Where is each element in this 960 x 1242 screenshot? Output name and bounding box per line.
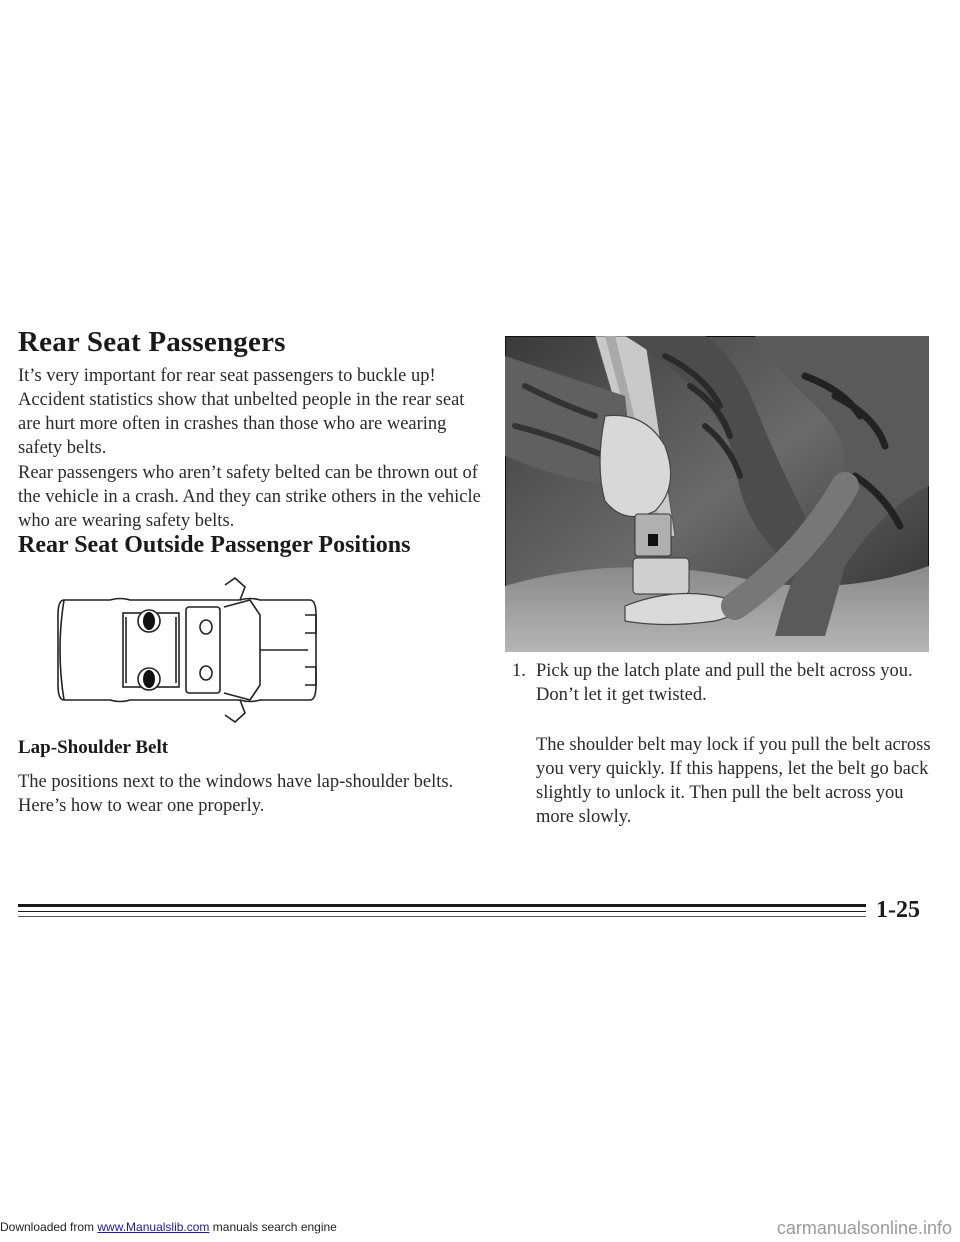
page-rule-thick xyxy=(18,904,866,907)
intro-paragraph: It’s very important for rear seat passengers to buckle up! Accident statistics show that unbelted people in the rear seat are hurt more often in crashes than those who are wearing safety belts. xyxy=(18,366,465,458)
page-number: 1-25 xyxy=(876,897,920,923)
download-footer xyxy=(0,1220,337,1234)
subsection-heading: Lap-Shoulder Belt xyxy=(18,737,169,758)
step-number: 1. xyxy=(512,661,526,681)
site-watermark: carmanualsonline.info xyxy=(776,1218,952,1238)
passenger-position-marker xyxy=(138,610,160,632)
subsection-paragraph: The positions next to the windows have lap-shoulder belts. Here’s how to wear one properly. xyxy=(18,772,454,816)
step-note: The shoulder belt may lock if you pull the belt across you very quickly. If this happens, let the belt go back slightly to unlock it. Then pull the belt across you more slowly. xyxy=(536,735,931,827)
page-rule-hairline xyxy=(18,916,866,917)
step-text: Pick up the latch plate and pull the belt across you. Don’t let it get twisted. xyxy=(536,661,913,705)
passenger-position-marker xyxy=(138,668,160,690)
buckle-photo xyxy=(505,336,929,652)
second-paragraph: Rear passengers who aren’t safety belted can be thrown out of the vehicle in a crash. And they can strike others in the vehicle who are wearing safety belts. xyxy=(18,463,481,531)
section-heading: Rear Seat Outside Passenger Positions xyxy=(18,532,411,558)
manualslib-link[interactable]: www.Manualslib.com xyxy=(97,1220,210,1234)
footer-prefix: Downloaded from xyxy=(0,1220,98,1234)
seat-position-diagram xyxy=(50,575,330,725)
page-title: Rear Seat Passengers xyxy=(18,326,286,358)
page-rule-thin xyxy=(18,911,866,912)
footer-suffix: manuals search engine xyxy=(209,1220,337,1234)
